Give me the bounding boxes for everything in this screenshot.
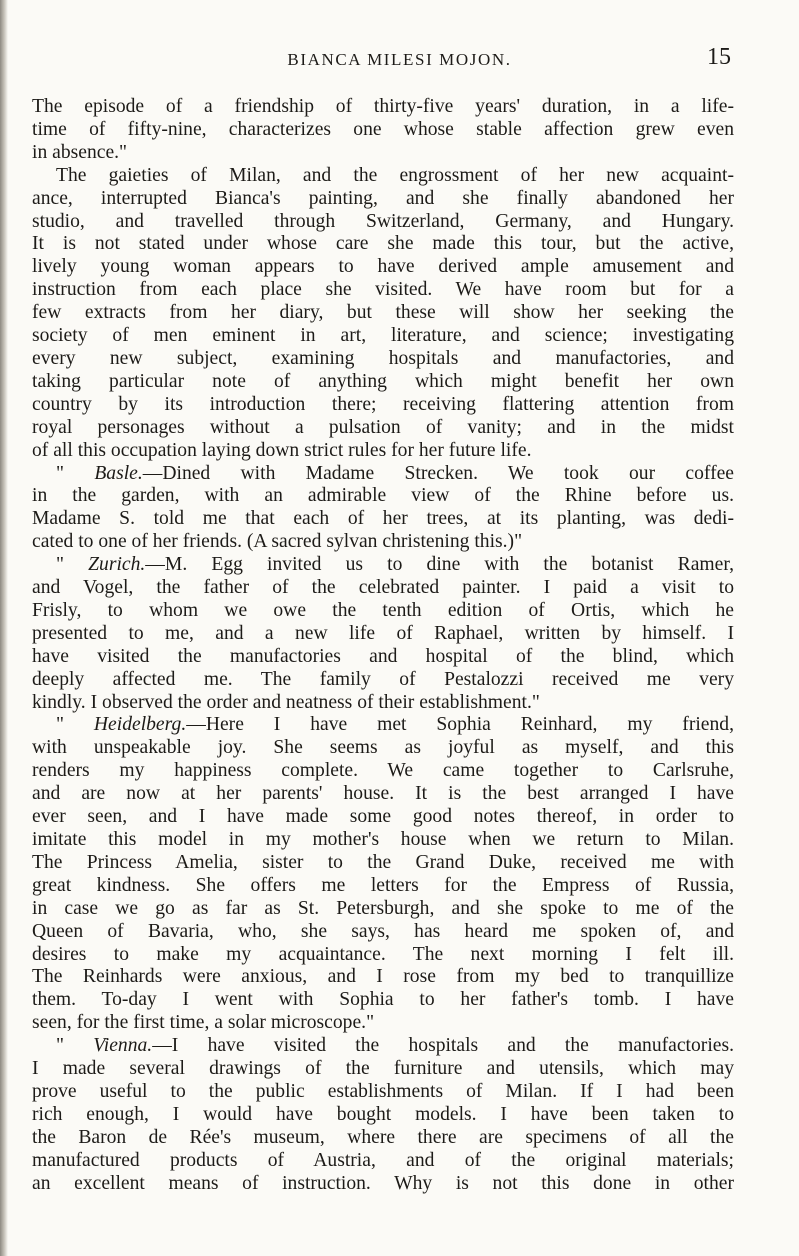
- text-line: few extracts from her diary, but these will show her seeking the: [32, 302, 734, 324]
- text-line: ever seen, and I have made some good notes thereof, in order to: [32, 806, 734, 828]
- text-line: The episode of a friendship of thirty-five years' duration, in a life-: [32, 96, 734, 117]
- place-name: Vienna.: [93, 1035, 153, 1057]
- place-name: Zurich.: [88, 554, 146, 576]
- text-line: Frisly, to whom we owe the tenth edition of Ortis, which he: [32, 599, 734, 621]
- text-line: an excellent means of instruction. Why is not this done in other: [32, 1172, 734, 1194]
- text-line: every new subject, examining hospitals and manufactories, and: [32, 347, 734, 369]
- running-title: BIANCA MILESI MOJON.: [287, 50, 512, 69]
- page-number: 15: [707, 44, 731, 70]
- text-line: them. To-day I went with Sophia to her father's tomb. I have: [32, 989, 734, 1011]
- running-header: [0, 44, 799, 74]
- text-line: and are now at her parents' house. It is the best arranged I have: [32, 783, 734, 805]
- text-line: in the garden, with an admirable view of the Rhine before us.: [32, 485, 734, 507]
- diary-entry-vienna: " Vienna.—I have visited the hospitals and the manufactories.: [56, 1035, 734, 1057]
- text-line: in case we go as far as St. Petersburgh, and she spoke to me of the: [32, 897, 734, 919]
- text-line: deeply affected me. The family of Pestalozzi received me very: [32, 668, 734, 690]
- text-line: Queen of Bavaria, who, she says, has heard me spoken of, and: [32, 920, 734, 942]
- text-line: presented to me, and a new life of Raphael, written by himself. I: [32, 622, 734, 644]
- text-line: The Reinhards were anxious, and I rose from my bed to tranquillize: [32, 966, 734, 988]
- text-line: kindly. I observed the order and neatness of their establishment.": [32, 691, 540, 713]
- text-line: instruction from each place she visited. We have room but for a: [32, 279, 734, 301]
- place-name: Basle.: [94, 462, 143, 484]
- page-binding-edge: [0, 0, 8, 1256]
- text-line: country by its introduction there; receiving flattering attention from: [32, 393, 734, 415]
- text-line: It is not stated under whose care she made this tour, but the active,: [32, 233, 734, 255]
- text-line: prove useful to the public establishments of Milan. If I had been: [32, 1080, 734, 1102]
- place-name: Heidelberg.: [93, 714, 187, 736]
- text-line: time of fifty-nine, characterizes one whose stable affection grew even: [32, 118, 734, 140]
- text-line: renders my happiness complete. We came together to Carlsruhe,: [32, 760, 734, 782]
- diary-entry-heidelberg: " Heidelberg.—Here I have met Sophia Reinhard, my friend,: [56, 714, 734, 736]
- text-line: ance, interrupted Bianca's painting, and she finally abandoned her: [32, 187, 734, 209]
- text-line: great kindness. She offers me letters for the Empress of Russia,: [32, 874, 734, 896]
- text-line: imitate this model in my mother's house when we return to Milan.: [32, 829, 734, 850]
- text-line: seen, for the first time, a solar microscope.": [32, 1012, 375, 1034]
- text-line: cated to one of her friends. (A sacred sylvan christening this.)": [32, 531, 523, 553]
- text-line: manufactured products of Austria, and of the original materials;: [32, 1149, 734, 1171]
- text-line: The gaieties of Milan, and the engrossment of her new acquaint-: [56, 164, 734, 186]
- diary-entry-basle: " Basle.—Dined with Madame Strecken. We took our coffee: [56, 462, 734, 484]
- text-line: studio, and travelled through Switzerland, Germany, and Hungary.: [32, 210, 734, 232]
- text-line: taking particular note of anything which might benefit her own: [32, 370, 734, 392]
- text-line: have visited the manufactories and hospital of the blind, which: [32, 645, 734, 667]
- diary-entry-zurich: " Zurich.—M. Egg invited us to dine with the botanist Ramer,: [56, 554, 734, 576]
- text-line: in absence.": [32, 141, 128, 163]
- text-line: the Baron de Rée's museum, where there are specimens of all the: [32, 1126, 734, 1148]
- text-line: I made several drawings of the furniture and utensils, which may: [32, 1058, 734, 1080]
- text-line: society of men eminent in art, literature, and science; investigating: [32, 325, 734, 347]
- text-line: rich enough, I would have bought models. I have been taken to: [32, 1103, 734, 1125]
- text-line: royal personages without a pulsation of vanity; and in the midst: [32, 416, 734, 438]
- text-line: and Vogel, the father of the celebrated painter. I paid a visit to: [32, 577, 734, 599]
- text-line: with unspeakable joy. She seems as joyful as myself, and this: [32, 737, 734, 759]
- text-line: Madame S. told me that each of her trees, at its planting, was dedi-: [32, 508, 734, 530]
- text-line: desires to make my acquaintance. The next morning I felt ill.: [32, 943, 734, 965]
- text-line: The Princess Amelia, sister to the Grand Duke, received me with: [32, 851, 734, 873]
- text-line: of all this occupation laying down strict rules for her future life.: [32, 439, 532, 461]
- text-line: lively young woman appears to have derived ample amusement and: [32, 256, 734, 278]
- body-text: [32, 96, 734, 1196]
